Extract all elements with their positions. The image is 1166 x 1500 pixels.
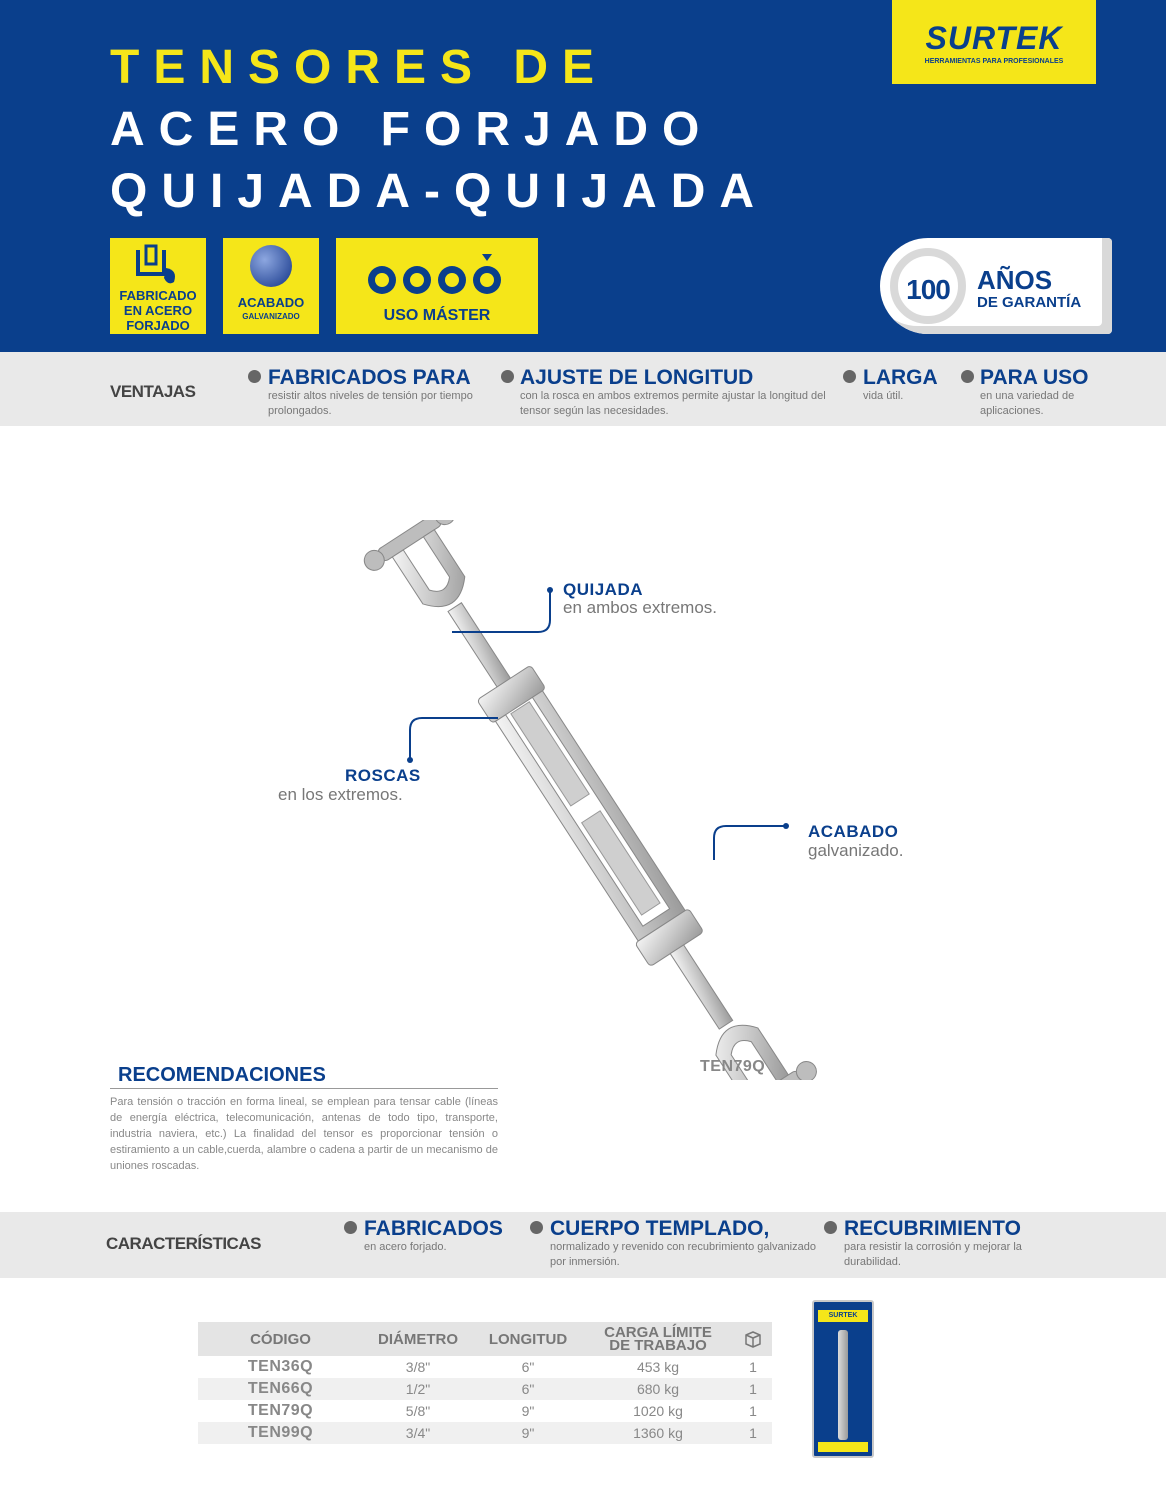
warranty-number: 100 — [906, 274, 950, 305]
cell-diameter: 1/2" — [405, 1381, 431, 1397]
ventaja-desc-4: en una variedad de aplicaciones. — [980, 390, 1075, 417]
cell-code: TEN99Q — [247, 1424, 314, 1441]
col-load-header — [583, 1322, 733, 1356]
ventaja-desc-3: vida útil. — [863, 390, 904, 402]
callout-acabado-title: ACABADO — [808, 822, 899, 841]
col-code-header: CÓDIGO — [250, 1330, 311, 1348]
ventaja-title-3: LARGA — [863, 366, 938, 389]
warranty-label: DE GARANTÍA — [977, 294, 1082, 311]
package-turnbuckle — [838, 1330, 848, 1440]
package-brand: SURTEK — [818, 1310, 868, 1322]
ventaja-title-1: FABRICADOS PARA — [268, 366, 471, 389]
bullet-dot — [843, 370, 856, 383]
col-load-header-line2: DE TRABAJO — [609, 1337, 707, 1354]
table-row — [198, 1422, 772, 1444]
warranty-years: AÑOS — [977, 265, 1053, 295]
ventaja-desc-1: resistir altos niveles de tensión por tiempo prolongados. — [268, 390, 473, 417]
recomendaciones-text: Para tensión o tracción en forma lineal, se emplean para tensar cable (líneas de energía eléctrica, telecomunicación, antenas de todo tipo, transporte, industria naviera, etc.) La finalidad del tensor es proporcionar tensión o estiramiento a un cable,cuerda, alambre o cadena a partir de un mecanismo de uniones roscadas. — [110, 1096, 498, 1172]
cell-code: TEN36Q — [247, 1358, 314, 1375]
cell-qty: 1 — [749, 1403, 757, 1419]
badge-forged-label: FABRICADO EN ACERO FORJADO — [119, 288, 197, 333]
cell-diameter: 3/8" — [405, 1359, 431, 1375]
model-code: TEN79Q — [700, 1058, 766, 1075]
col-diameter-header: DIÁMETRO — [378, 1330, 458, 1348]
badge-master-label: USO MÁSTER — [383, 307, 491, 324]
badge-forged — [110, 238, 206, 334]
caracteristica-title-2: CUERPO TEMPLADO, — [550, 1217, 770, 1240]
cell-load: 680 kg — [636, 1381, 680, 1397]
bullet-dot — [961, 370, 974, 383]
table-row — [198, 1400, 772, 1422]
badge-galvanized-label: ACABADO — [237, 295, 305, 310]
cell-qty: 1 — [749, 1359, 757, 1375]
title-line-3: QUIJADA-QUIJADA — [110, 165, 769, 218]
brand-name: SURTEK — [925, 20, 1063, 56]
brand-logo — [892, 0, 1096, 84]
caracteristica-title-3: RECUBRIMIENTO — [844, 1217, 1021, 1240]
caracteristica-title-1: FABRICADOS — [364, 1217, 503, 1240]
cell-length: 9" — [521, 1403, 535, 1419]
callout-quijada-desc: en ambos extremos. — [563, 598, 718, 617]
caracteristica-desc-1: en acero forjado. — [364, 1241, 447, 1253]
recomendaciones-divider — [110, 1088, 498, 1089]
forge-icon — [134, 244, 182, 286]
bullet-dot — [824, 1221, 837, 1234]
cell-load: 453 kg — [636, 1359, 680, 1375]
product-table — [198, 1322, 772, 1444]
cell-length: 6" — [521, 1359, 535, 1375]
badge-galvanized-sub: GALVANIZADO — [242, 312, 300, 321]
callout-acabado-desc: galvanizado. — [808, 841, 904, 860]
col-qty-header — [733, 1322, 773, 1356]
bullet-dot — [248, 370, 261, 383]
recomendaciones-title: RECOMENDACIONES — [118, 1064, 326, 1086]
brand-tagline: HERRAMIENTAS PARA PROFESIONALES — [924, 58, 1064, 65]
cell-qty: 1 — [749, 1425, 757, 1441]
cell-diameter: 3/4" — [405, 1425, 431, 1441]
warranty-circle — [890, 248, 966, 324]
table-header — [198, 1322, 772, 1356]
caracteristica-desc-2: normalizado y revenido con recubrimiento galvanizado por inmersión. — [550, 1241, 816, 1268]
ventaja-title-2: AJUSTE DE LONGITUD — [520, 366, 754, 389]
warranty-badge — [880, 238, 1112, 334]
col-load-header-line1: CARGA LÍMITE — [604, 1324, 712, 1341]
galvanized-sphere-icon — [249, 244, 293, 288]
callout-lines — [400, 580, 820, 870]
callout-quijada-title: QUIJADA — [563, 580, 644, 599]
cell-code: TEN79Q — [247, 1402, 314, 1419]
usage-level-icons — [362, 252, 512, 296]
bullet-dot — [530, 1221, 543, 1234]
table-row — [198, 1378, 772, 1400]
ventajas-label: VENTAJAS — [110, 382, 196, 401]
cell-code: TEN66Q — [247, 1380, 314, 1397]
cell-diameter: 5/8" — [405, 1403, 431, 1419]
bullet-dot — [501, 370, 514, 383]
caracteristica-desc-3: para resistir la corrosión y mejorar la durabilidad. — [844, 1241, 1022, 1268]
callout-roscas-desc: en los extremos. — [278, 785, 403, 804]
badge-master-use — [336, 238, 538, 334]
cell-length: 9" — [521, 1425, 535, 1441]
box-icon — [743, 1329, 763, 1349]
package-image — [812, 1300, 874, 1458]
table-row — [198, 1356, 772, 1378]
ventaja-desc-2: con la rosca en ambos extremos permite ajustar la longitud del tensor según las necesidades. — [520, 390, 826, 417]
cell-load: 1020 kg — [633, 1403, 683, 1419]
cell-qty: 1 — [749, 1381, 757, 1397]
col-length-header: LONGITUD — [488, 1330, 568, 1348]
cell-length: 6" — [521, 1381, 535, 1397]
caracteristicas-label: CARACTERÍSTICAS — [106, 1234, 261, 1253]
title-line-1: TENSORES DE — [110, 41, 609, 94]
badge-galvanized — [223, 238, 319, 334]
package-label-strip — [818, 1442, 868, 1452]
bullet-dot — [344, 1221, 357, 1234]
title-line-2: ACERO FORJADO — [110, 103, 714, 156]
callout-roscas-title: ROSCAS — [345, 766, 421, 785]
cell-load: 1360 kg — [633, 1425, 683, 1441]
ventaja-title-4: PARA USO — [980, 366, 1089, 389]
